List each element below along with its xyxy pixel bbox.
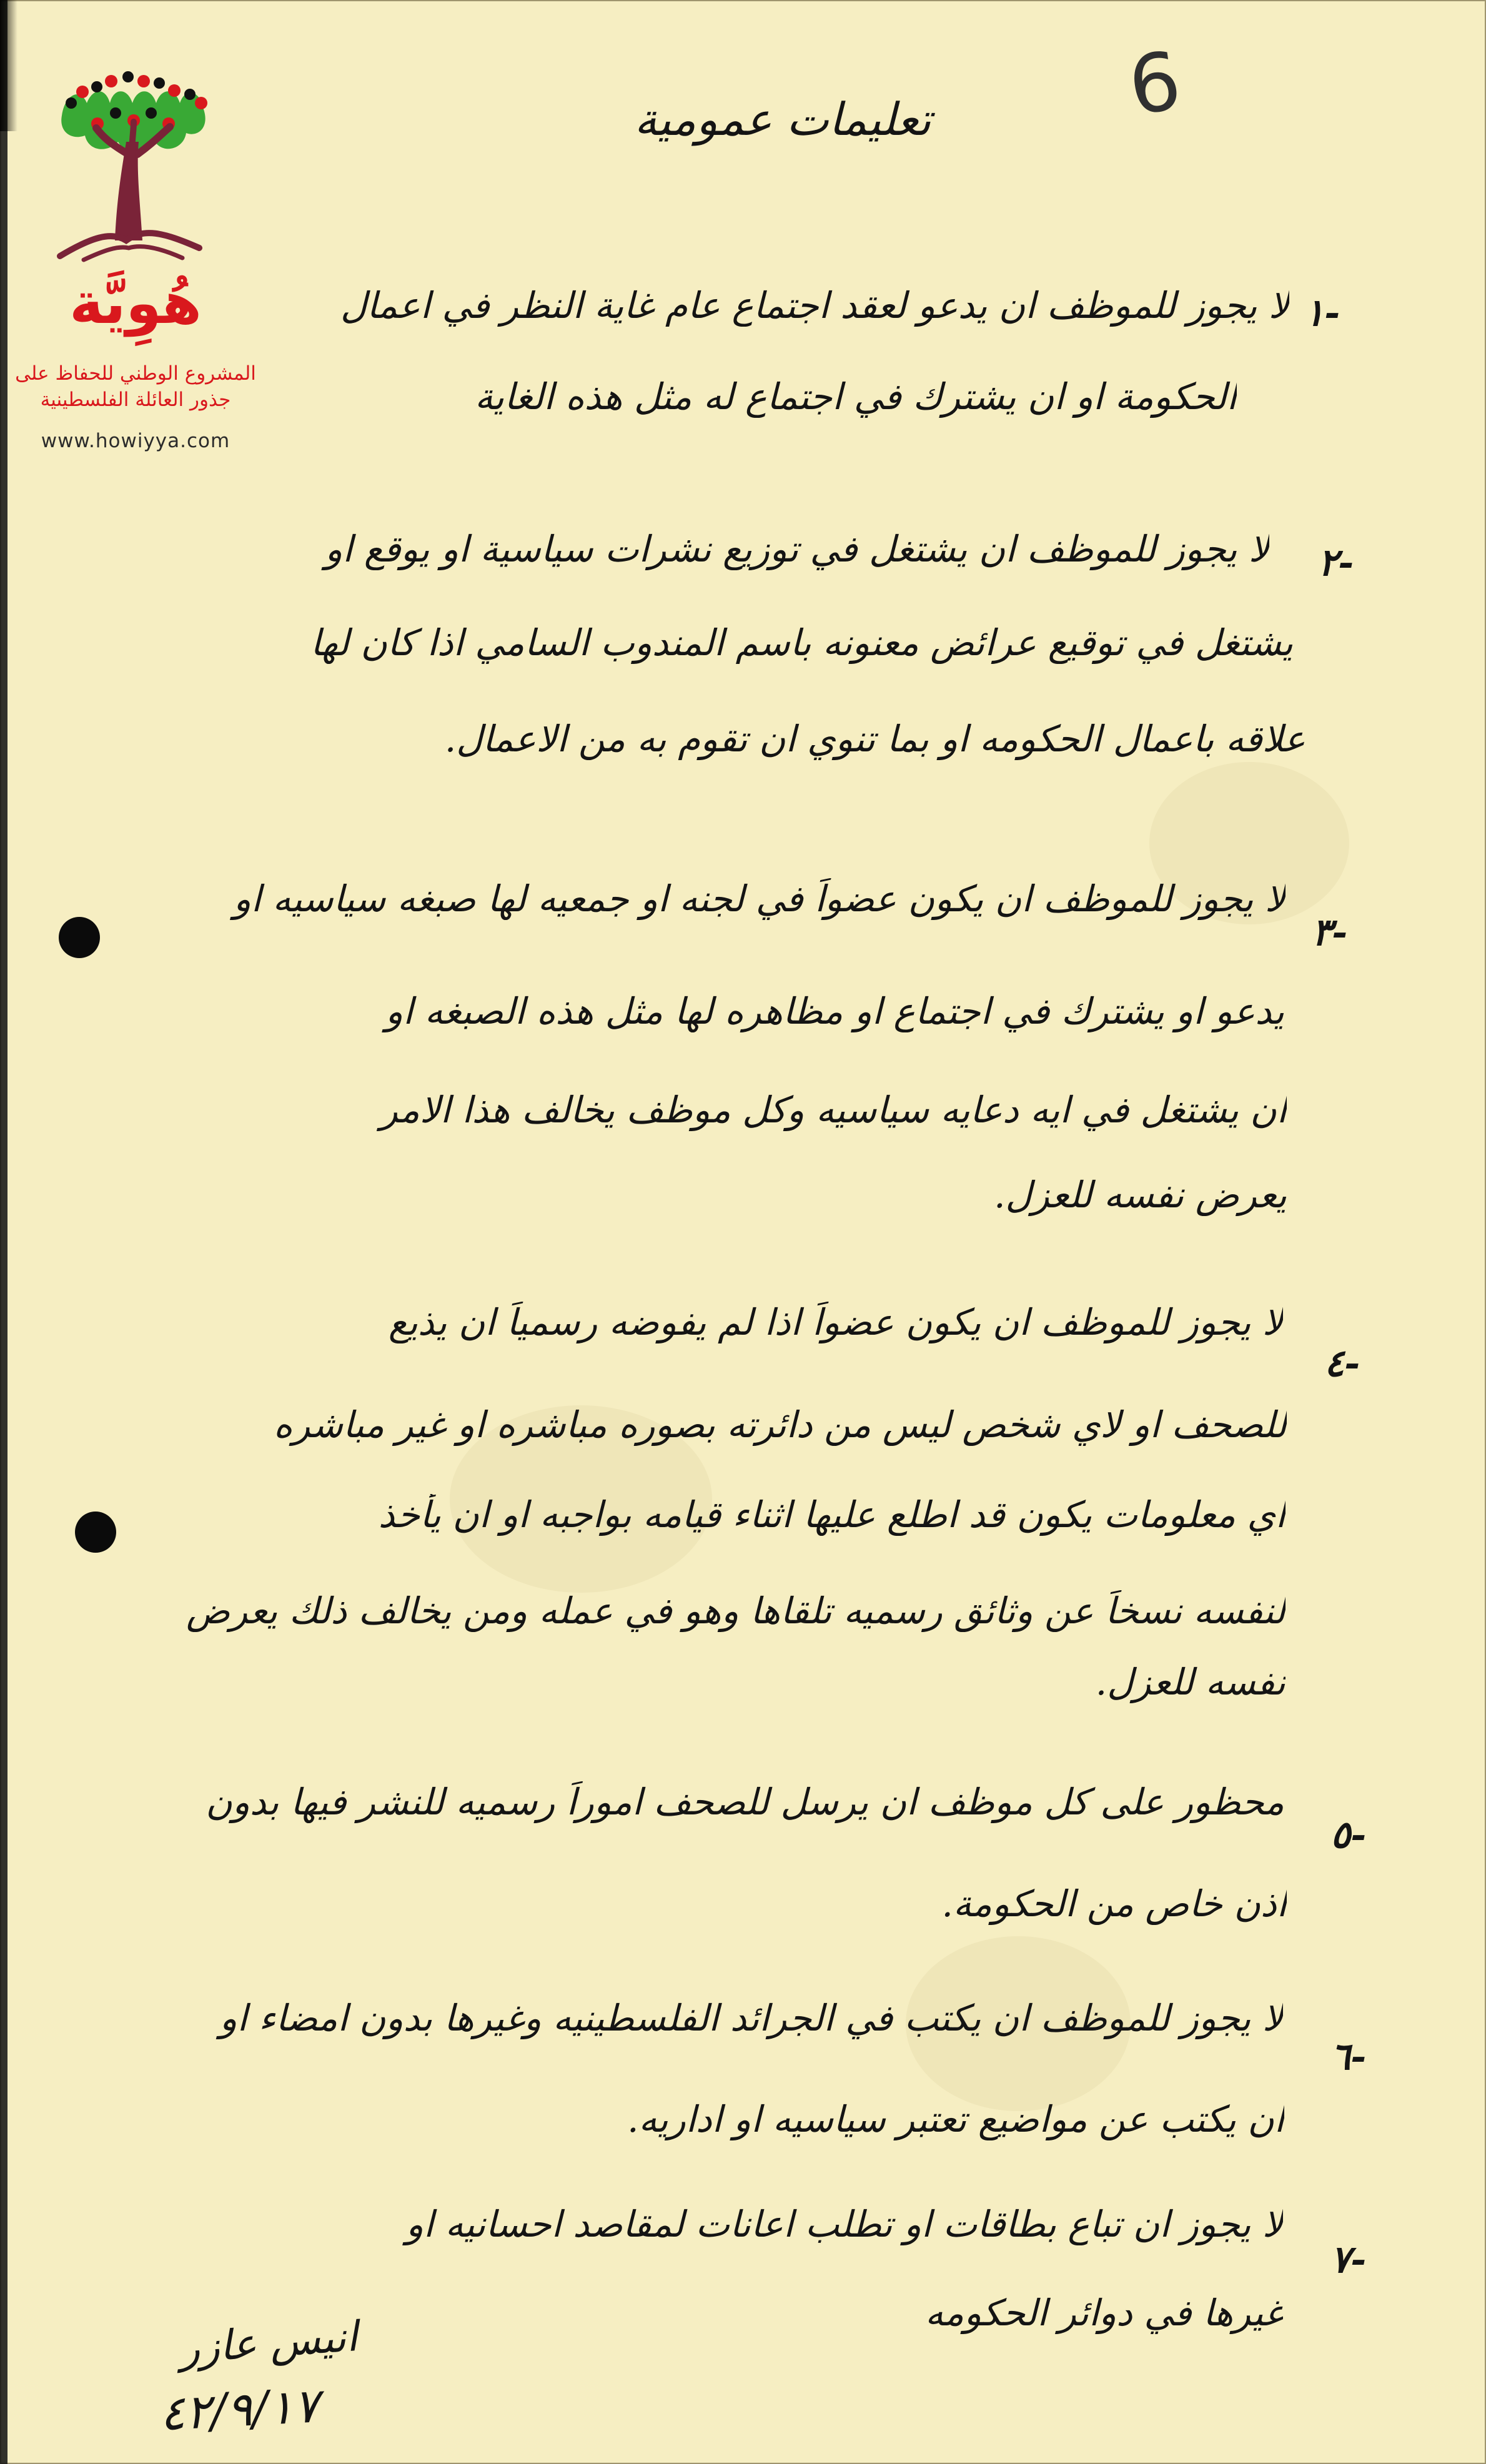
hole-punch-dot bbox=[59, 917, 100, 958]
logo-title: هُوِيَّة bbox=[69, 270, 202, 337]
item-4-line-4: لنفسه نسخاً عن وثائق رسميه تلقاها وهو في عمله ومن يخالف ذلك يعرض bbox=[186, 1590, 1285, 1632]
item-5-line-2: اذن خاص من الحكومة. bbox=[941, 1883, 1287, 1925]
item-1-line-1: لا يجوز للموظف ان يدعو لعقد اجتماع عام غاية النظر في اعمال bbox=[340, 285, 1289, 327]
item-7-line-1: لا يجوز ان تباع بطاقات او تطلب اعانات لمقاصد احسانيه او bbox=[406, 2204, 1283, 2245]
logo-subtitle-line-1: المشروع الوطني للحفاظ على bbox=[15, 362, 256, 385]
item-2-line-2: يشتغل في توقيع عرائض معنونه باسم المندوب السامي اذا كان لها bbox=[310, 622, 1293, 664]
item-number: -٥ bbox=[1330, 1813, 1367, 1857]
item-4-line-3: اي معلومات يكون قد اطلع عليها اثناء قيامه بواجبه او ان يأخذ bbox=[378, 1494, 1285, 1536]
item-number: -٦ bbox=[1330, 2035, 1367, 2079]
item-5-line-1: محظور على كل موظف ان يرسل للصحف اموراً رسميه للنشر فيها بدون bbox=[206, 1781, 1284, 1823]
item-number: -٣ bbox=[1312, 911, 1348, 954]
item-4-line-5: نفسه للعزل. bbox=[1095, 1661, 1285, 1703]
item-number: -٤ bbox=[1324, 1342, 1360, 1385]
item-3-line-3: ان يشتغل في ايه دعايه سياسيه وكل موظف يخالف هذا الامر bbox=[380, 1089, 1287, 1131]
item-6-line-2: ان يكتب عن مواضيع تعتبر سياسيه او اداريه. bbox=[627, 2099, 1284, 2140]
hole-punch-dot bbox=[75, 1512, 116, 1553]
item-7-line-2: غيرها في دوائر الحكومه bbox=[925, 2292, 1283, 2334]
scan-left-edge bbox=[0, 0, 7, 2464]
item-6-line-1: لا يجوز للموظف ان يكتب في الجرائد الفلسطينيه وغيرها بدون امضاء او bbox=[219, 1997, 1283, 2039]
family-tree-logo-icon bbox=[52, 59, 221, 272]
item-2-line-1: لا يجوز للموظف ان يشتغل في توزيع نشرات سياسية او يوقع او bbox=[325, 528, 1269, 570]
item-4-line-1: لا يجوز للموظف ان يكون عضواً اذا لم يفوضه رسمياً ان يذيع bbox=[388, 1302, 1283, 1343]
item-3-line-4: يعرض نفسه للعزل. bbox=[994, 1174, 1287, 1216]
logo-subtitle-line-2: جذور العائلة الفلسطينية bbox=[40, 388, 231, 411]
logo-website: www.howiyya.com bbox=[41, 430, 230, 452]
item-3-line-1: لا يجوز للموظف ان يكون عضواً في لجنه او جمعيه لها صبغه سياسيه او bbox=[233, 878, 1285, 920]
item-number: -٢ bbox=[1318, 541, 1354, 585]
page-number: 6 bbox=[1123, 34, 1187, 134]
howiyya-logo bbox=[14, 59, 257, 472]
signature-date: ٤٢/٩/١٧ bbox=[158, 2377, 320, 2442]
item-number: -٧ bbox=[1330, 2238, 1367, 2282]
page-title: تعليمات عمومية bbox=[634, 93, 931, 146]
item-2-line-3: علاقه باعمال الحكومه او بما تنوي ان تقوم به من الاعمال. bbox=[444, 718, 1305, 760]
item-1-line-2: الحكومة او ان يشترك في اجتماع له مثل هذه الغاية bbox=[474, 376, 1237, 418]
item-number: -١ bbox=[1304, 291, 1340, 335]
item-3-line-2: يدعو او يشترك في اجتماع او مظاهره لها مثل هذه الصبغه او bbox=[385, 991, 1284, 1032]
signature-name: انيس عازر bbox=[178, 2312, 359, 2373]
item-4-line-2: للصحف او لاي شخص ليس من دائرته بصوره مباشره او غير مباشره bbox=[273, 1404, 1287, 1446]
